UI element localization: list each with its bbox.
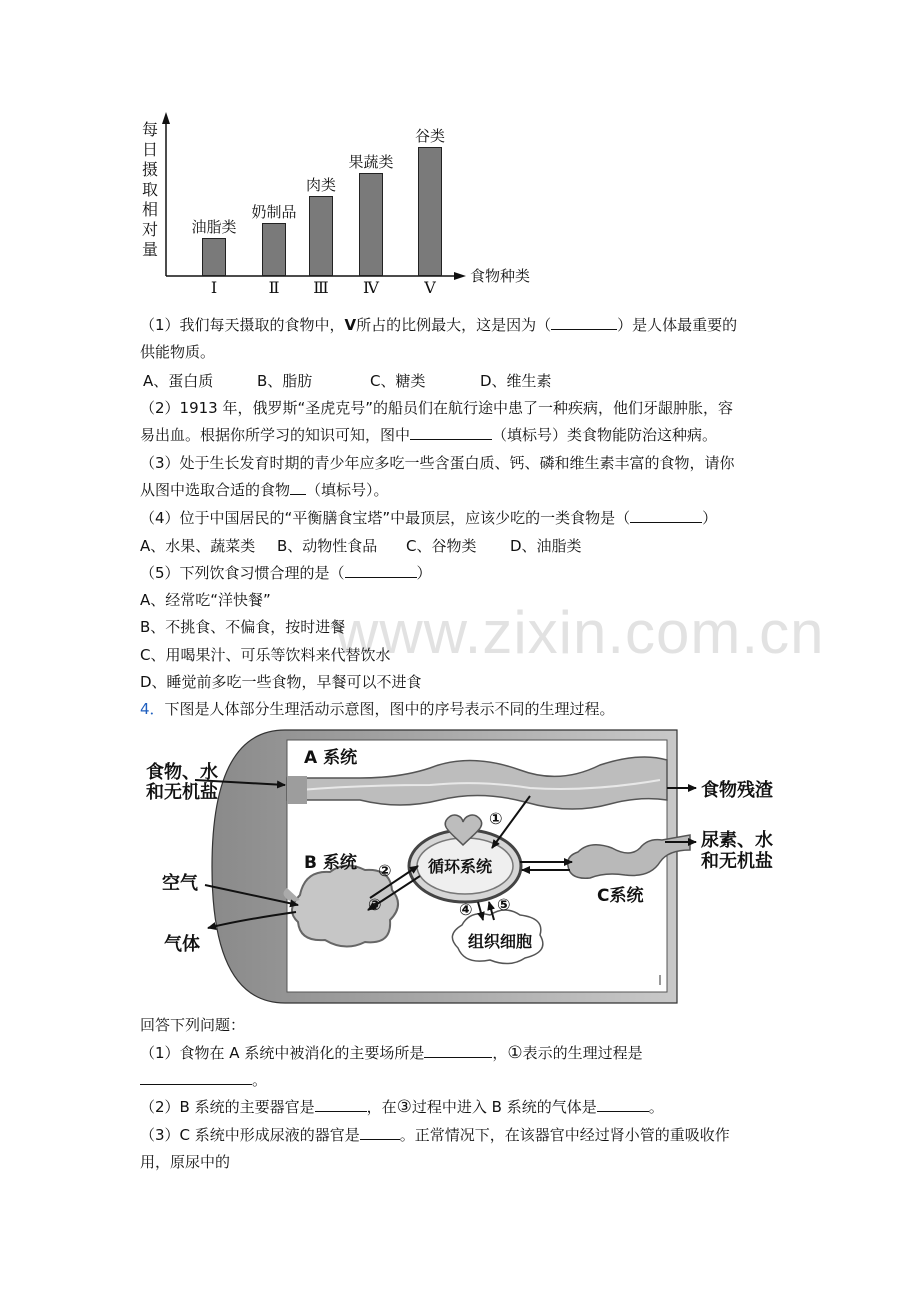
q4-a2-text-d: 过程中进入 B 系统的气体是 [411,1098,597,1116]
x-tick-5: Ⅴ [424,278,436,297]
x-tick-4: Ⅳ [363,278,379,297]
label-tissue: 组织细胞 [468,932,533,951]
q3-p1-option-c: C、糖类 [370,372,426,390]
watermark: www.zixin.com.cn [335,599,825,666]
label-n1: ① [489,809,503,828]
q3-part1-line2: 供能物质。 [140,343,216,361]
q3-p4-option-d: D、油脂类 [510,537,582,555]
q4-a1-text-b: ， [492,1044,508,1062]
q3-p3-text-c: （填标号）。 [306,481,389,499]
q4-a3-text-a: （3）C 系统中形成尿液的器官是 [140,1126,360,1144]
label-food-water-1: 食物、水 [146,762,218,783]
bar-label-5: 谷类 [414,126,446,145]
q3-p5-option-d: D、睡觉前多吃一些食物，早餐可以不进食 [140,673,422,691]
q3-p1-roman: Ⅴ [344,316,357,334]
q3-p5-option-b: B、不挑食、不偏食，按时进餐 [140,618,346,636]
q3-p1-text-d: ）是人体最重要的 [617,316,738,334]
label-n3: ③ [368,895,382,914]
q3-p1-text-c: 所占的比例最大，这是因为（ [356,316,552,334]
q4-a3-blank[interactable] [360,1125,400,1140]
q4-answer-intro: 回答下列问题： [140,1016,246,1034]
q3-p5-text-a: （5）下列饮食习惯合理的是（ [140,564,345,582]
q4-a3-line1 [140,1125,730,1145]
bar-label-2: 奶制品 [251,202,297,221]
label-circulation: 循环系统 [428,857,493,876]
q4-a2-blank1[interactable] [315,1097,367,1112]
label-n4: ④ [459,900,473,919]
q3-p1-option-b: B、脂肪 [257,372,313,390]
label-gas: 气体 [164,934,200,955]
q4-a2-circled: ③ [396,1097,412,1117]
q3-p1-option-a: A、蛋白质 [143,372,214,390]
chart-x-label: 食物种类 [470,267,531,285]
q3-p1-text-a: （1）我们每天摄取的食物中， [140,316,345,334]
q4-a1-blank2[interactable] [140,1070,252,1085]
label-b-system: B 系统 [304,853,357,873]
label-a-system: A 系统 [304,748,358,768]
label-food-residue: 食物残渣 [701,780,773,801]
q3-p4-option-b: B、动物性食品 [277,537,378,555]
x-tick-3: Ⅲ [313,278,329,297]
label-n5: ⑤ [497,895,511,914]
q3-part2-line1: （2）1913 年，俄罗斯“圣虎克号”的船员们在航行途中患了一种疾病，他们牙龈肿胀，容 [140,399,734,417]
chart-y-label: 每日摄取相对量 [141,120,158,259]
q3-p5-text-b: ） [416,564,432,582]
label-c-system: C系统 [597,886,644,906]
q4-a1-text-a: （1）食物在 A 系统中被消化的主要场所是 [140,1044,425,1062]
label-n2: ② [378,861,392,880]
q4-stem: 下图是人体部分生理活动示意图，图中的序号表示不同的生理过程。 [164,700,615,718]
q3-p4-text-b: ） [702,509,718,527]
label-urea-1: 尿素、水 [701,830,773,851]
x-tick-2: Ⅱ [268,278,280,297]
q3-p4-option-c: C、谷物类 [406,537,477,555]
q3-p3-text-b: 从图中选取合适的食物 [140,481,291,499]
bar-label-4: 果蔬类 [348,153,394,172]
q4-a2-line [140,1097,664,1117]
q3-p4-text-a: （4）位于中国居民的“平衡膳食宝塔”中最顶层，应该少吃的一类食物是（ [140,509,631,527]
q3-p2-text-c: （填标号）类食物能防治这种病。 [492,426,718,444]
label-food-water-2: 和无机盐 [146,782,218,803]
q4-a2-text-a: （2）B 系统的主要器官是 [140,1098,315,1116]
x-tick-1: Ⅰ [210,278,218,297]
label-air: 空气 [162,873,198,894]
q4-a2-text-e: 。 [648,1098,664,1116]
q4-a1-line2 [140,1070,267,1090]
q4-a2-blank2[interactable] [597,1097,649,1112]
q3-p4-option-a: A、水果、蔬菜类 [140,537,256,555]
label-urea-2: 和无机盐 [701,851,773,872]
q4-a1-blank1[interactable] [424,1043,492,1058]
q3-p2-text-b: 易出血。根据你所学习的知识可知，图中 [140,426,411,444]
q3-p1-option-d: D、维生素 [480,372,552,390]
q4-a1-text-d: 表示的生理过程是 [522,1044,643,1062]
bar-label-3: 肉类 [305,176,337,195]
q4-a3-text-b: 。正常情况下，在该器官中经过肾小管的重吸收作 [399,1126,730,1144]
q3-p5-option-c: C、用喝果汁、可乐等饮料来代替饮水 [140,646,391,664]
q4-a2-text-b: ，在 [366,1098,397,1116]
bar-label-1: 油脂类 [191,218,237,236]
q4-a3-line2: 用，原尿中的 [140,1153,231,1171]
q4-a1-text-e: 。 [252,1071,268,1089]
q4-number: 4． [140,700,165,718]
q4-a1-circled: ① [507,1043,523,1063]
q4-a1-line1 [140,1043,643,1063]
q3-part3-line1: （3）处于生长发育时期的青少年应多吃一些含蛋白质、钙、磷和维生素丰富的食物，请你 [140,454,735,472]
q3-p5-option-a: A、经常吃“洋快餐” [140,591,271,609]
